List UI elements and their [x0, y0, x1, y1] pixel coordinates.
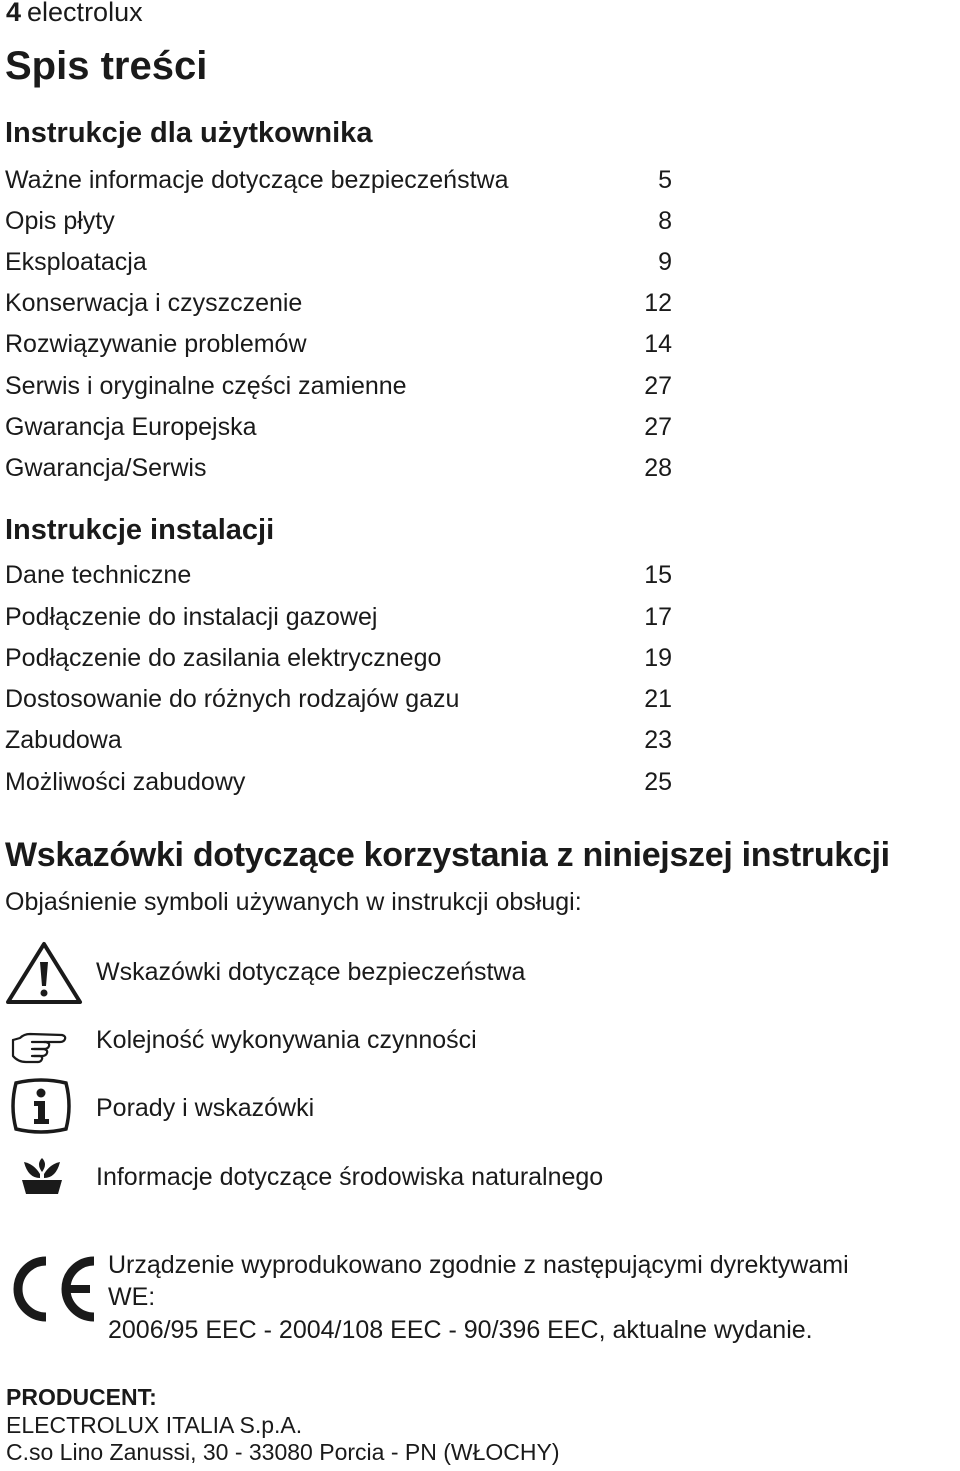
- ce-line-3: 2006/95 EEC - 2004/108 EEC - 90/396 EEC, aktualne wydanie.: [108, 1316, 813, 1344]
- page-number: 4: [6, 0, 22, 27]
- toc-page: 17: [644, 603, 672, 631]
- warning-triangle-icon: [4, 940, 84, 1006]
- toc-page: 5: [658, 166, 672, 194]
- toc-page: 14: [644, 330, 672, 358]
- toc-row[interactable]: [5, 599, 672, 635]
- page-header: [6, 0, 143, 28]
- toc-page: 8: [658, 207, 672, 235]
- toc-label: Opis płyty: [5, 207, 115, 235]
- toc-label: Gwarancja Europejska: [5, 413, 257, 441]
- toc-label: Ważne informacje dotyczące bezpieczeństwa: [5, 166, 509, 194]
- symbol-text-environment: Informacje dotyczące środowiska naturalnego: [96, 1163, 604, 1191]
- toc-label: Możliwości zabudowy: [5, 768, 246, 796]
- section-heading-user: Instrukcje dla użytkownika: [5, 117, 373, 149]
- toc-page: 23: [644, 726, 672, 754]
- toc-page: 12: [644, 289, 672, 317]
- pointing-hand-icon: [10, 1026, 68, 1066]
- toc-label: Rozwiązywanie problemów: [5, 330, 307, 358]
- toc-row[interactable]: [5, 162, 672, 198]
- toc-row[interactable]: [5, 285, 672, 321]
- toc-row[interactable]: [5, 557, 672, 593]
- toc-row[interactable]: [5, 681, 672, 717]
- toc-page: 25: [644, 768, 672, 796]
- brand-name: electrolux: [27, 0, 143, 27]
- toc-row[interactable]: [5, 368, 672, 404]
- toc-row[interactable]: [5, 326, 672, 362]
- toc-label: Eksploatacja: [5, 248, 147, 276]
- symbol-text-tips: Porady i wskazówki: [96, 1094, 315, 1122]
- toc-label: Zabudowa: [5, 726, 122, 754]
- guide-heading: Wskazówki dotyczące korzystania z niniejszej instrukcji: [5, 836, 890, 874]
- toc-page: 27: [644, 372, 672, 400]
- info-icon: [10, 1077, 72, 1135]
- toc-label: Konserwacja i czyszczenie: [5, 289, 303, 317]
- producer-name: ELECTROLUX ITALIA S.p.A.: [6, 1412, 303, 1438]
- section-heading-installation: Instrukcje instalacji: [5, 514, 275, 546]
- toc-label: Dostosowanie do różnych rodzajów gazu: [5, 685, 460, 713]
- toc-page: 15: [644, 561, 672, 589]
- ce-line-2: WE:: [108, 1283, 156, 1311]
- toc-row[interactable]: [5, 409, 672, 445]
- guide-subtitle: Objaśnienie symboli używanych w instrukcji obsługi:: [5, 888, 582, 916]
- toc-row[interactable]: [5, 640, 672, 676]
- toc-row[interactable]: [5, 203, 672, 239]
- ce-line-1: Urządzenie wyprodukowano zgodnie z następującymi dyrektywami: [108, 1251, 849, 1279]
- toc-label: Podłączenie do zasilania elektrycznego: [5, 644, 442, 672]
- toc-page: 19: [644, 644, 672, 672]
- toc-page: 27: [644, 413, 672, 441]
- ce-mark-icon: [4, 1255, 98, 1323]
- toc-page: 9: [658, 248, 672, 276]
- toc-row[interactable]: [5, 722, 672, 758]
- toc-label: Serwis i oryginalne części zamienne: [5, 372, 407, 400]
- toc-page: 21: [644, 685, 672, 713]
- toc-label: Gwarancja/Serwis: [5, 454, 207, 482]
- symbol-text-safety: Wskazówki dotyczące bezpieczeństwa: [96, 958, 526, 986]
- toc-label: Podłączenie do instalacji gazowej: [5, 603, 378, 631]
- toc-row[interactable]: [5, 450, 672, 486]
- producer-label: PRODUCENT:: [6, 1384, 157, 1410]
- environment-icon: [20, 1156, 64, 1196]
- toc-row[interactable]: [5, 764, 672, 800]
- page-title: Spis treści: [5, 44, 208, 88]
- toc-page: 28: [644, 454, 672, 482]
- toc-row[interactable]: [5, 244, 672, 280]
- symbol-text-steps: Kolejność wykonywania czynności: [96, 1026, 477, 1054]
- toc-label: Dane techniczne: [5, 561, 192, 589]
- producer-address: C.so Lino Zanussi, 30 - 33080 Porcia - PN (WŁOCHY): [6, 1439, 560, 1465]
